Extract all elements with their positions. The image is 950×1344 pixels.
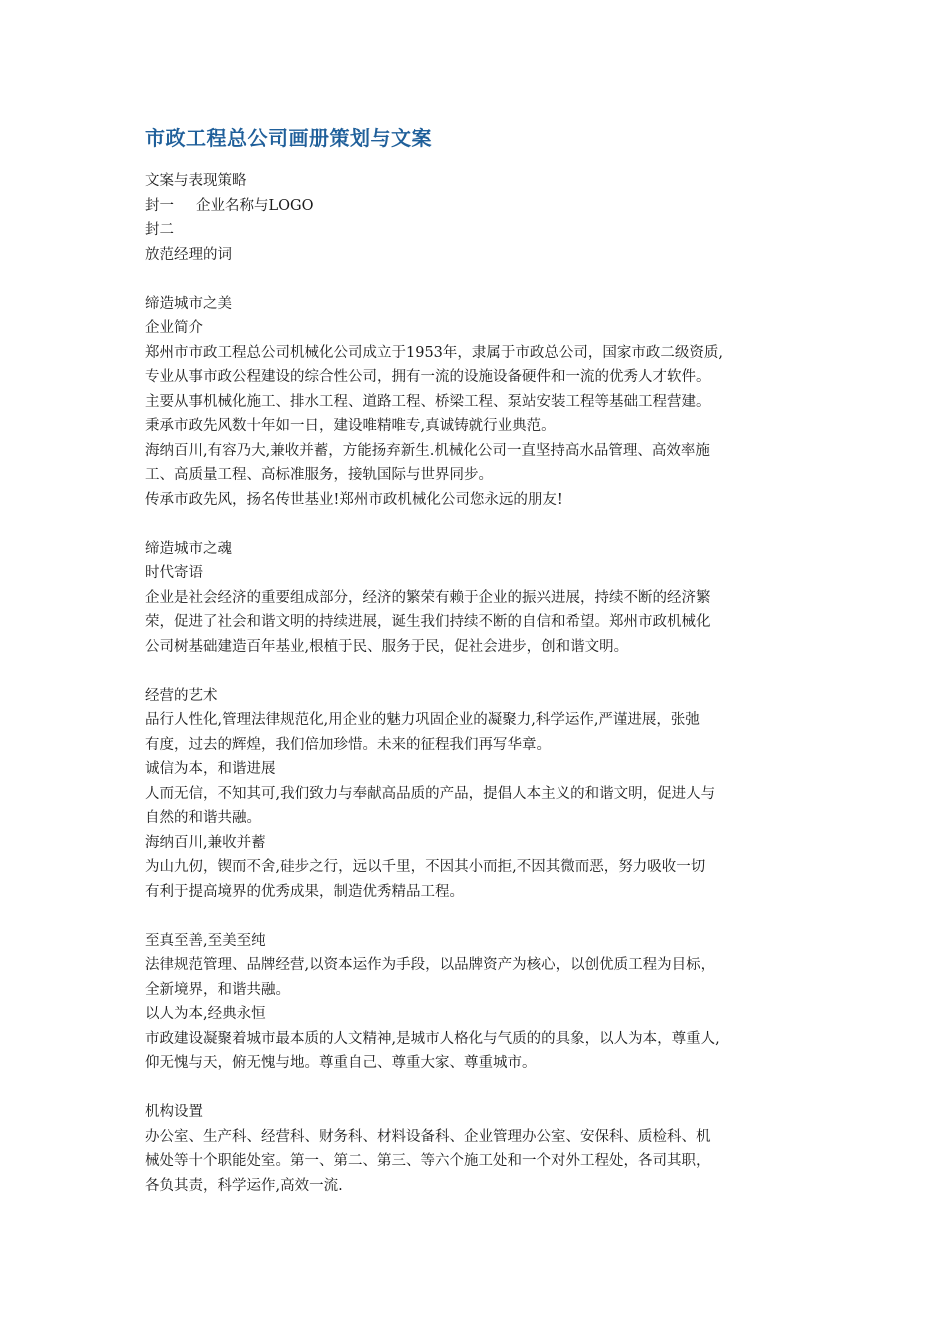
- paragraph-gap: [145, 659, 825, 684]
- body-line: 企业是社会经济的重要组成部分，经济的繁荣有赖于企业的振兴进展，持续不断的经济繁: [145, 589, 711, 606]
- section-heading: 缔造城市之美: [145, 295, 232, 312]
- section-city-soul: [145, 537, 825, 660]
- paragraph-gap: [145, 904, 825, 929]
- section-subheading: 诚信为本，和谐进展: [145, 761, 276, 777]
- body-line: 海纳百川,有容乃大,兼收并蓄，方能扬弃新生.机械化公司一直坚持高水品管理、高效率施: [145, 442, 710, 459]
- section-heading: 至真至善,至美至纯: [145, 932, 266, 949]
- section-business-art: [145, 684, 825, 905]
- cover-one-text: 企业名称与LOGO: [196, 197, 314, 214]
- body-line: 传承市政先风，扬名传世基业!郑州市政机械化公司您永远的朋友!: [145, 491, 563, 508]
- body-line: 办公室、生产科、经营科、财务科、材料设备科、企业管理办公室、安保科、质检科、机: [145, 1128, 711, 1145]
- document-body: [145, 169, 825, 1198]
- body-line: 荣，促进了社会和谐文明的持续进展，诞生我们持续不断的自信和希望。郑州市政机械化: [145, 614, 711, 630]
- section-heading: 经营的艺术: [145, 687, 218, 704]
- body-line: 自然的和谐共融。: [145, 810, 261, 826]
- body-line: 法律规范管理、品牌经营,以资本运作为手段，以品牌资产为核心，以创优质工程为目标，: [145, 957, 716, 973]
- paragraph-gap: [145, 512, 825, 537]
- manager-note-line: 放范经理的词: [145, 246, 232, 263]
- body-line: 人而无信，不知其可,我们致力与奉献高品质的产品，提倡人本主义的和谐文明，促进人与: [145, 785, 716, 802]
- body-line: 为山九仞，锲而不舍,硅步之行，远以千里，不因其小而拒,不因其微而恶，努力吸收一切: [145, 859, 706, 875]
- body-line: 秉承市政先风数十年如一日，建设唯精唯专,真诚铸就行业典范。: [145, 418, 556, 434]
- section-subheading: 海纳百川,兼收并蓄: [145, 834, 266, 851]
- body-line: 郑州市市政工程总公司机械化公司成立于1953年，隶属于市政总公司，国家市政二级资质,: [145, 344, 724, 361]
- section-organization: [145, 1100, 825, 1198]
- body-line: 有度，过去的辉煌，我们倍加珍惜。未来的征程我们再写华章。: [145, 736, 551, 753]
- intro-block: [145, 169, 825, 267]
- body-line: 市政建设凝聚着城市最本质的人文精神,是城市人格化与气质的的具象，以人为本，尊重人,: [145, 1030, 720, 1047]
- body-line: 专业从事市政公程建设的综合性公司，拥有一流的设施设备硬件和一流的优秀人才软件。: [145, 369, 711, 385]
- section-subheading: 以人为本,经典永恒: [145, 1006, 266, 1022]
- intro-heading: 文案与表现策略: [145, 173, 247, 189]
- section-subheading: 企业简介: [145, 320, 203, 336]
- body-line: 品行人性化,管理法律规范化,用企业的魅力巩固企业的凝聚力,科学运作,严谨进展，张弛: [145, 712, 700, 728]
- paragraph-gap: [145, 1076, 825, 1101]
- body-line: 公司树基础建造百年基业,根植于民、服务于民，促社会进步，创和谐文明。: [145, 638, 629, 655]
- cover-one-label: 封一: [145, 197, 174, 214]
- paragraph-gap: [145, 267, 825, 292]
- body-line: 械处等十个职能处室。第一、第二、第三、等六个施工处和一个对外工程处，各司其职，: [145, 1153, 711, 1169]
- section-heading: 缔造城市之魂: [145, 540, 232, 557]
- body-line: 工、高质量工程、高标准服务，接轨国际与世界同步。: [145, 467, 493, 483]
- section-heading: 机构设置: [145, 1104, 203, 1120]
- document-title: 市政工程总公司画册策划与文案: [145, 126, 432, 150]
- body-line: 主要从事机械化施工、排水工程、道路工程、桥梁工程、泵站安装工程等基础工程营建。: [145, 393, 711, 410]
- section-city-beauty: [145, 292, 825, 513]
- section-truth-beauty: [145, 929, 825, 1076]
- cover-one-line: [145, 194, 825, 219]
- body-line: 有利于提高境界的优秀成果，制造优秀精品工程。: [145, 883, 464, 900]
- body-line: 仰无愧与天，俯无愧与地。尊重自己、尊重大家、尊重城市。: [145, 1055, 537, 1071]
- body-line: 各负其责，科学运作,高效一流.: [145, 1177, 343, 1194]
- section-subheading: 时代寄语: [145, 565, 203, 581]
- cover-two-line: 封二: [145, 222, 174, 238]
- body-line: 全新境界，和谐共融。: [145, 981, 290, 998]
